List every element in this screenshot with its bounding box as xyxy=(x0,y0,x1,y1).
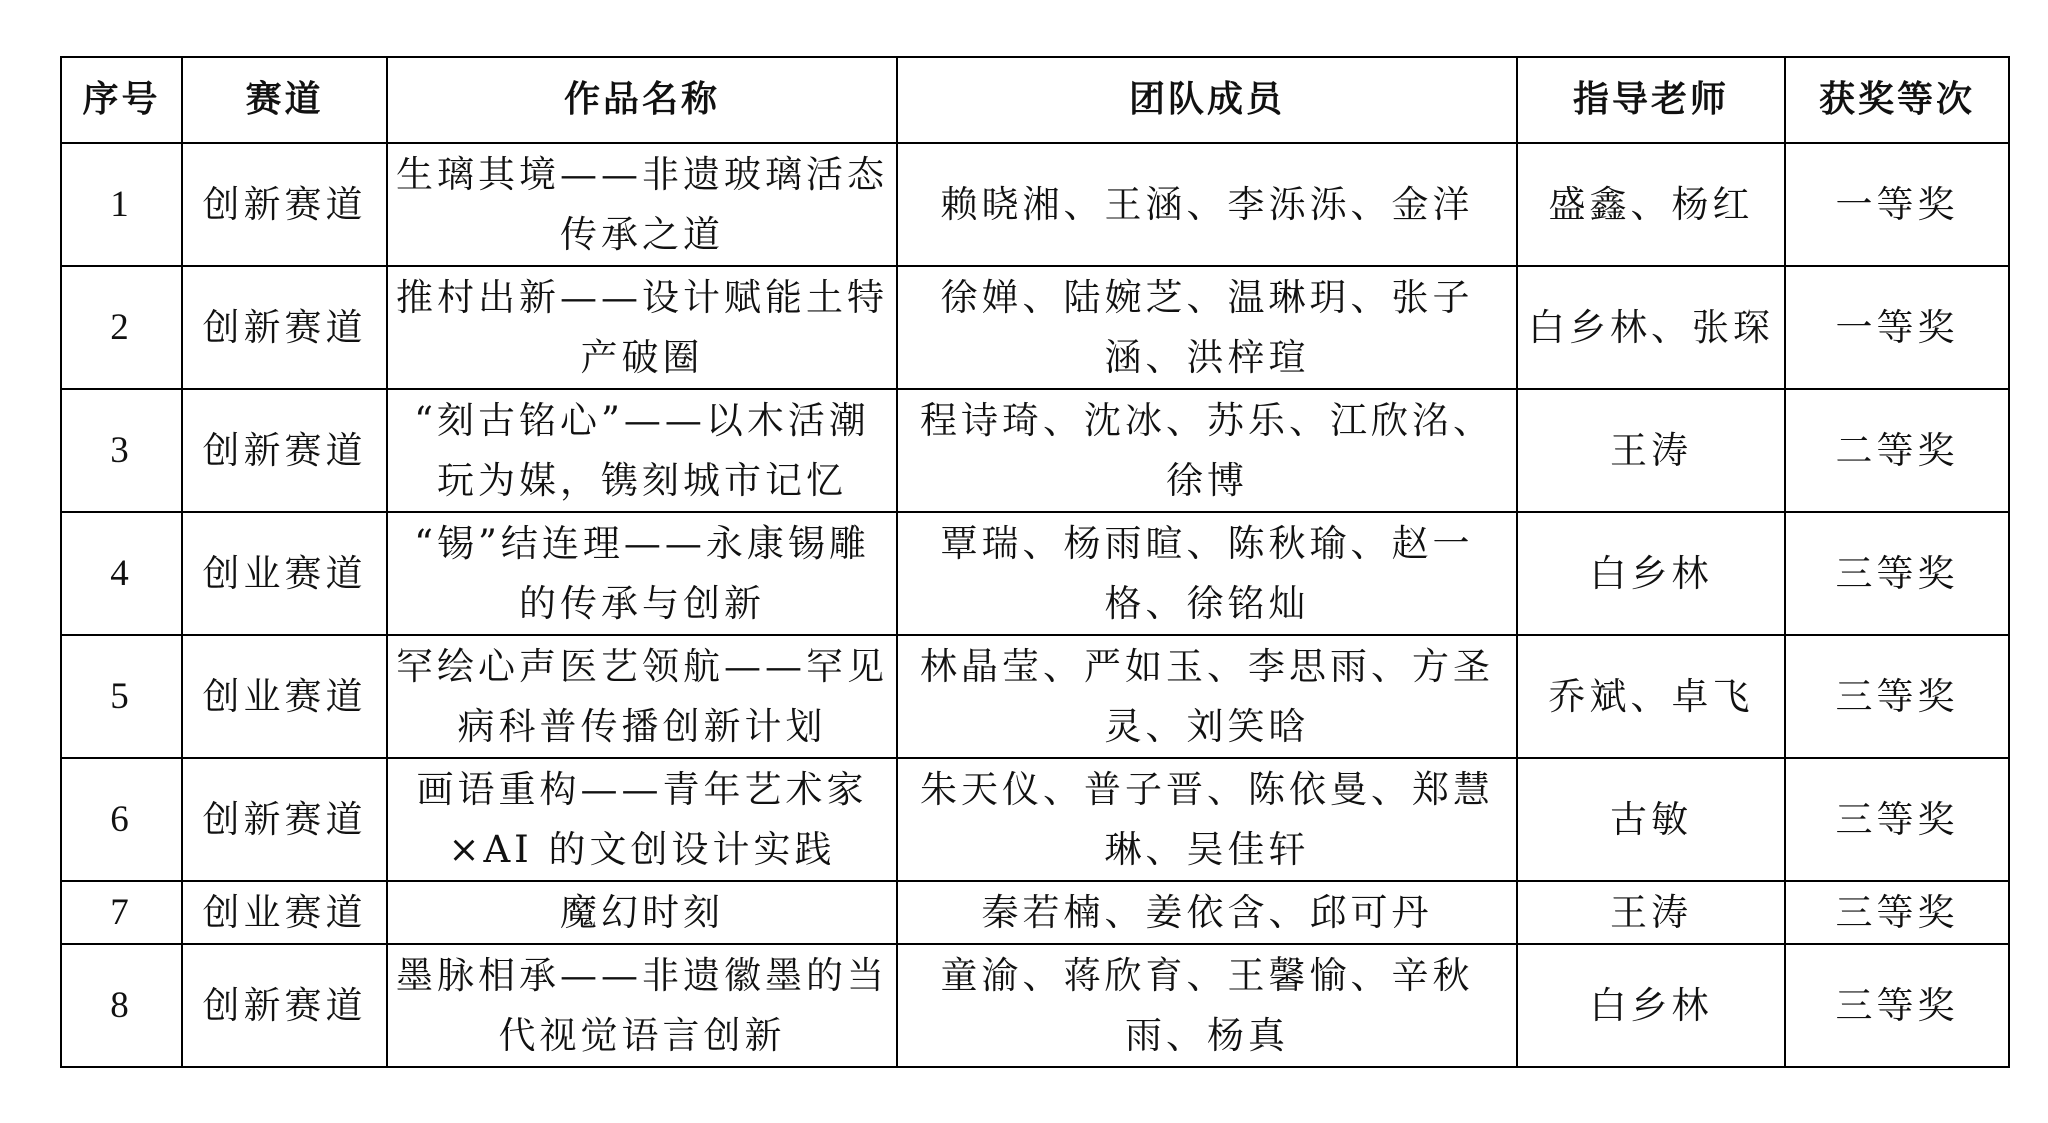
row-team-members: 徐婵、陆婉芝、温琳玥、张子涵、洪梓瑄 xyxy=(897,266,1517,389)
row-mentor: 王涛 xyxy=(1517,881,1785,944)
table-row xyxy=(61,635,2009,758)
header-work-title: 作品名称 xyxy=(387,57,897,143)
row-work-title: 推村出新——设计赋能土特产破圈 xyxy=(387,266,897,389)
row-mentor: 白乡林、张琛 xyxy=(1517,266,1785,389)
awards-table xyxy=(60,56,2010,1068)
table-row xyxy=(61,143,2009,266)
row-work-title: 魔幻时刻 xyxy=(387,881,897,944)
row-team-members: 赖晓湘、王涵、李泺泺、金洋 xyxy=(897,143,1517,266)
row-track: 创业赛道 xyxy=(182,881,387,944)
header-row xyxy=(61,57,2009,143)
row-award: 二等奖 xyxy=(1785,389,2009,512)
row-work-title: “刻古铭心”——以木活潮玩为媒，镌刻城市记忆 xyxy=(387,389,897,512)
row-team-members: 程诗琦、沈冰、苏乐、江欣洺、徐博 xyxy=(897,389,1517,512)
row-work-title: 生璃其境——非遗玻璃活态传承之道 xyxy=(387,143,897,266)
row-mentor: 白乡林 xyxy=(1517,512,1785,635)
row-number: 3 xyxy=(61,389,182,512)
row-track: 创新赛道 xyxy=(182,758,387,881)
row-mentor: 乔斌、卓飞 xyxy=(1517,635,1785,758)
table-row xyxy=(61,881,2009,944)
row-team-members: 朱天仪、普子晋、陈依曼、郑慧琳、吴佳轩 xyxy=(897,758,1517,881)
row-number: 6 xyxy=(61,758,182,881)
row-award: 三等奖 xyxy=(1785,635,2009,758)
row-number: 1 xyxy=(61,143,182,266)
row-work-title: “锡”结连理——永康锡雕的传承与创新 xyxy=(387,512,897,635)
header-award-level: 获奖等次 xyxy=(1785,57,2009,143)
row-number: 2 xyxy=(61,266,182,389)
row-track: 创业赛道 xyxy=(182,635,387,758)
row-number: 5 xyxy=(61,635,182,758)
row-mentor: 王涛 xyxy=(1517,389,1785,512)
row-mentor: 盛鑫、杨红 xyxy=(1517,143,1785,266)
row-track: 创新赛道 xyxy=(182,389,387,512)
row-award: 三等奖 xyxy=(1785,512,2009,635)
header-mentor: 指导老师 xyxy=(1517,57,1785,143)
row-team-members: 童渝、蒋欣育、王馨愉、辛秋雨、杨真 xyxy=(897,944,1517,1067)
row-work-title: 墨脉相承——非遗徽墨的当代视觉语言创新 xyxy=(387,944,897,1067)
row-award: 一等奖 xyxy=(1785,266,2009,389)
row-number: 4 xyxy=(61,512,182,635)
row-mentor: 白乡林 xyxy=(1517,944,1785,1067)
row-track: 创新赛道 xyxy=(182,266,387,389)
row-track: 创新赛道 xyxy=(182,944,387,1067)
table-row xyxy=(61,512,2009,635)
table-row xyxy=(61,944,2009,1067)
row-track: 创业赛道 xyxy=(182,512,387,635)
row-award: 一等奖 xyxy=(1785,143,2009,266)
table-row xyxy=(61,266,2009,389)
row-team-members: 覃瑞、杨雨暄、陈秋瑜、赵一格、徐铭灿 xyxy=(897,512,1517,635)
table-row xyxy=(61,389,2009,512)
row-award: 三等奖 xyxy=(1785,881,2009,944)
row-number: 8 xyxy=(61,944,182,1067)
row-work-title: 画语重构——青年艺术家×AI 的文创设计实践 xyxy=(387,758,897,881)
row-award: 三等奖 xyxy=(1785,758,2009,881)
row-award: 三等奖 xyxy=(1785,944,2009,1067)
table-row xyxy=(61,758,2009,881)
row-work-title: 罕绘心声医艺领航——罕见病科普传播创新计划 xyxy=(387,635,897,758)
header-track: 赛道 xyxy=(182,57,387,143)
row-track: 创新赛道 xyxy=(182,143,387,266)
row-mentor: 古敏 xyxy=(1517,758,1785,881)
header-number: 序号 xyxy=(61,57,182,143)
header-team-members: 团队成员 xyxy=(897,57,1517,143)
row-number: 7 xyxy=(61,881,182,944)
row-team-members: 秦若楠、姜依含、邱可丹 xyxy=(897,881,1517,944)
row-team-members: 林晶莹、严如玉、李思雨、方圣灵、刘笑晗 xyxy=(897,635,1517,758)
